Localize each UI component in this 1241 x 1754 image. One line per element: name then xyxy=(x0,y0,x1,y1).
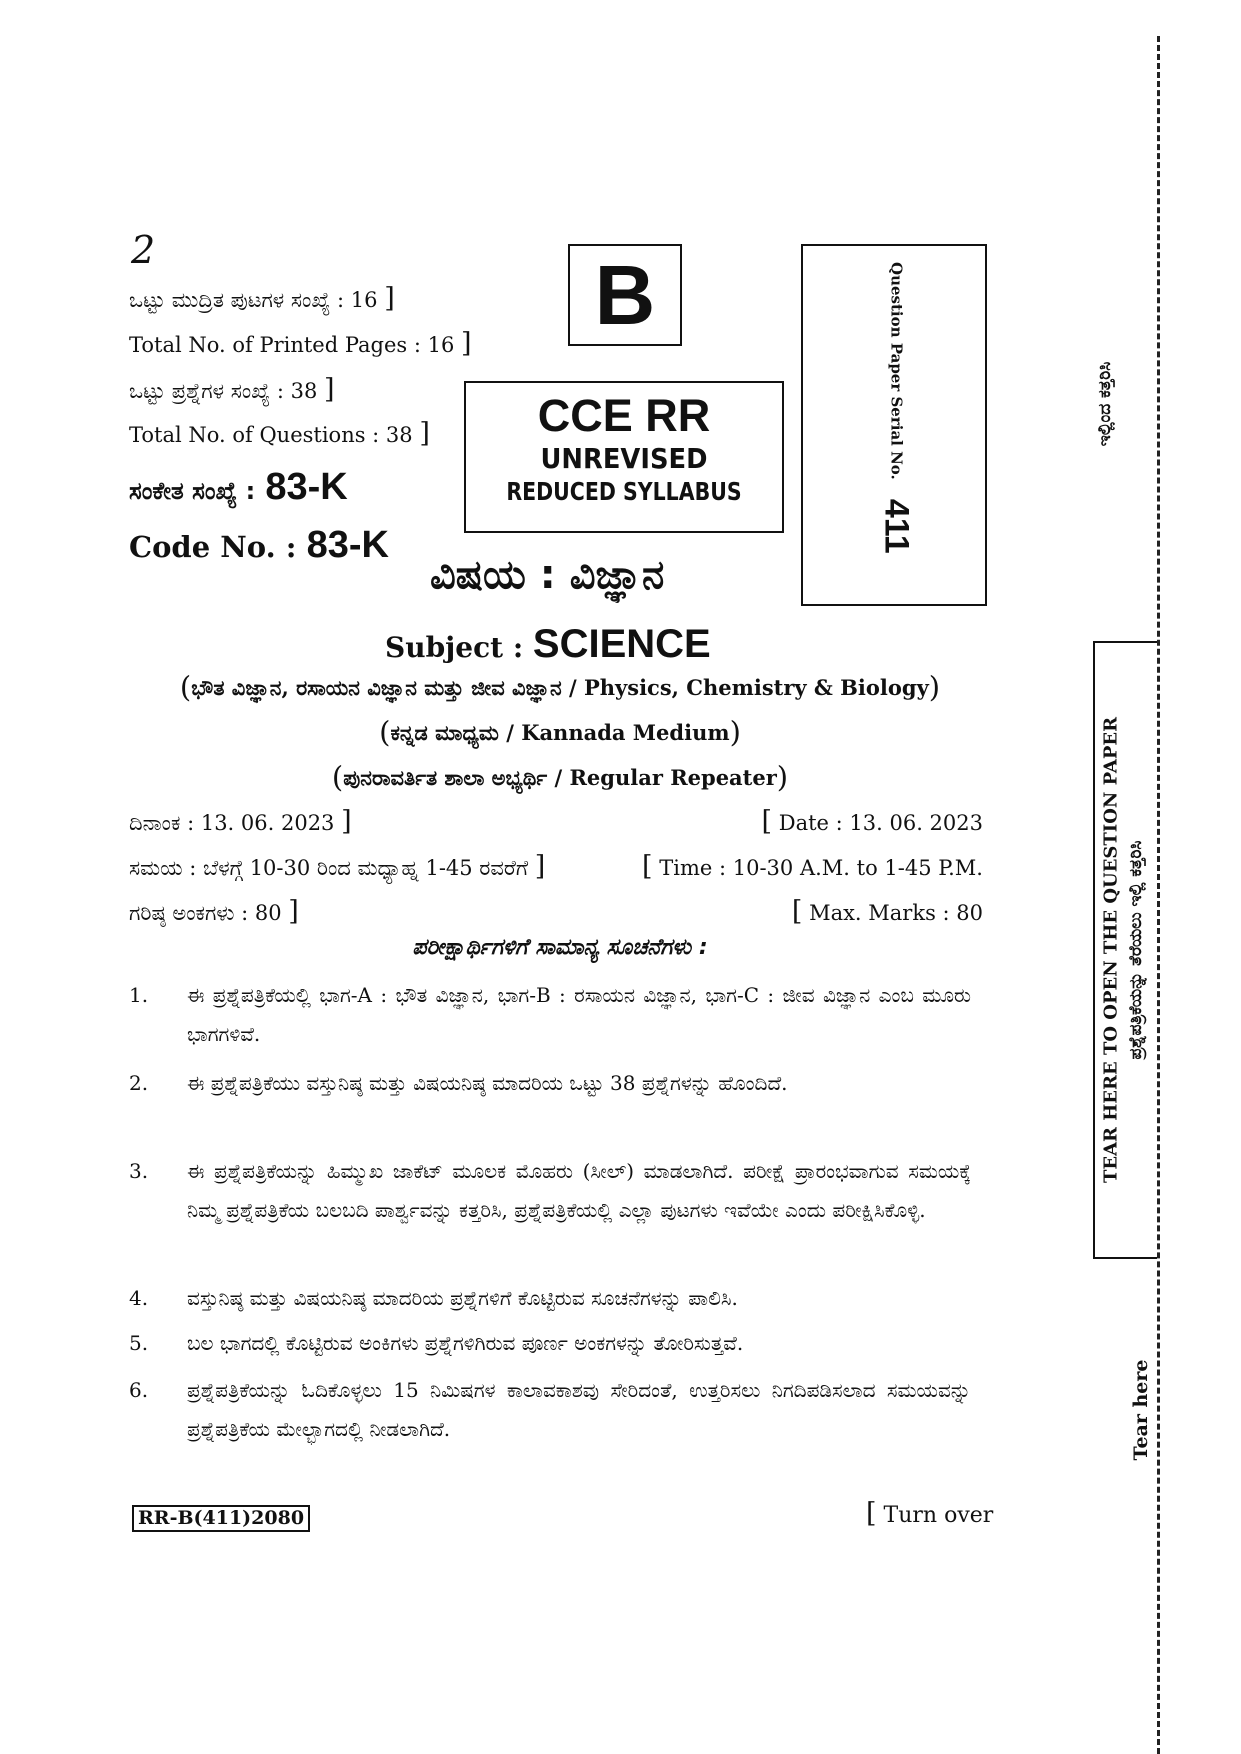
instruction-item xyxy=(129,1371,971,1449)
time-en-text: Time : 10-30 A.M. to 1-45 P.M. xyxy=(659,856,983,880)
serial-number-box xyxy=(801,244,987,606)
instruction-item xyxy=(129,976,971,1054)
footer-paper-code: RR-B(411)2080 xyxy=(132,1505,310,1532)
subject-kannada: ವಿಷಯ : ವಿಜ್ಞಾನ xyxy=(430,552,665,598)
code-en-value: 83-K xyxy=(306,524,389,566)
tear-open-text-en: TEAR HERE TO OPEN THE QUESTION PAPER xyxy=(1100,716,1122,1184)
turn-over-text: Turn over xyxy=(883,1503,994,1528)
instruction-text: ಬಲ ಭಾಗದಲ್ಲಿ ಕೊಟ್ಟಿರುವ ಅಂಕಿಗಳು ಪ್ರಶ್ನೆಗಳಿಗಿರುವ ಪೂರ್ಣ ಅಂಕಗಳನ್ನು ತೋರಿಸುತ್ತವೆ. xyxy=(187,1331,744,1355)
version-letter-box: B xyxy=(568,244,682,346)
code-kn-label: ಸಂಕೇತ ಸಂಖ್ಯೆ : xyxy=(129,477,256,505)
subject-english xyxy=(385,622,711,667)
marks-row xyxy=(129,896,983,927)
code-en-label: Code No. : xyxy=(129,530,297,564)
candidate-type: (ಪುನರಾವರ್ತಿತ ಶಾಲಾ ಅಭ್ಯರ್ಥಿ / Regular Repeater) xyxy=(331,760,789,794)
total-questions-kn-text: ಒಟ್ಟು ಪ್ರಶ್ನೆಗಳ ಸಂಖ್ಯೆ : 38 xyxy=(129,379,318,403)
exam-type-line1: CCE RR xyxy=(537,390,711,441)
serial-value: 411 xyxy=(877,498,916,554)
instruction-text: ಈ ಪ್ರಶ್ನೆಪತ್ರಿಕೆಯು ವಸ್ತುನಿಷ್ಠ ಮತ್ತು ವಿಷಯನಿಷ್ಠ ಮಾದರಿಯ ಒಟ್ಟು 38 ಪ್ರಶ್ನೆಗಳನ್ನು ಹೊಂದಿದೆ. xyxy=(187,1071,788,1095)
instruction-number: 4. xyxy=(129,1286,149,1310)
subject-branches-text: ಭೌತ ವಿಜ್ಞಾನ, ರಸಾಯನ ವಿಜ್ಞಾನ ಮತ್ತು ಜೀವ ವಿಜ್ಞಾನ / Physics, Chemistry & Biology xyxy=(191,675,929,700)
serial-label: Question Paper Serial No. xyxy=(887,262,906,480)
instruction-number: 5. xyxy=(129,1331,149,1355)
subject-en-label: Subject : xyxy=(385,631,524,664)
time-en: [ Time : 10-30 A.M. to 1-45 P.M. xyxy=(642,851,983,882)
total-questions-en: Total No. of Questions : 38 ] xyxy=(129,418,430,449)
code-number-en xyxy=(129,526,389,564)
marks-en-text: Max. Marks : 80 xyxy=(809,901,983,925)
page-number: 2 xyxy=(131,228,156,272)
date-en-text: Date : 13. 06. 2023 xyxy=(778,811,983,835)
turn-over: [ Turn over xyxy=(866,1498,994,1529)
date-row xyxy=(129,806,983,837)
printed-pages-en-text: Total No. of Printed Pages : 16 xyxy=(129,333,455,357)
instruction-text: ವಸ್ತುನಿಷ್ಠ ಮತ್ತು ವಿಷಯನಿಷ್ಠ ಮಾದರಿಯ ಪ್ರಶ್ನೆಗಳಿಗೆ ಕೊಟ್ಟಿರುವ ಸೂಚನೆಗಳನ್ನು ಪಾಲಿಸಿ. xyxy=(187,1286,738,1310)
code-kn-value: 83-K xyxy=(265,466,348,508)
code-number-kn xyxy=(129,468,348,506)
date-kn: ದಿನಾಂಕ : 13. 06. 2023 ] xyxy=(129,806,352,837)
subject-branches: (ಭೌತ ವಿಜ್ಞಾನ, ರಸಾಯನ ವಿಜ್ಞಾನ ಮತ್ತು ಜೀವ ವಿಜ್ಞಾನ / Physics, Chemistry & Biology) xyxy=(179,670,941,704)
tear-line-dashed xyxy=(1157,36,1160,1754)
marks-kn: ಗರಿಷ್ಠ ಅಂಕಗಳು : 80 ] xyxy=(129,896,299,927)
printed-pages-kn: ಒಟ್ಟು ಮುದ್ರಿತ ಪುಟಗಳ ಸಂಖ್ಯೆ : 16 ] xyxy=(129,283,395,314)
instruction-text: ಈ ಪ್ರಶ್ನೆಪತ್ರಿಕೆಯಲ್ಲಿ ಭಾಗ-A : ಭೌತ ವಿಜ್ಞಾನ, ಭಾಗ-B : ರಸಾಯನ ವಿಜ್ಞಾನ, ಭಾಗ-C : ಜೀವ ವಿಜ್ಞಾನ ಎಂಬ ಮೂರು ಭಾಗಗಳಿವೆ. xyxy=(187,983,971,1046)
medium-text: ಕನ್ನಡ ಮಾಧ್ಯಮ / Kannada Medium xyxy=(390,720,730,745)
marks-kn-text: ಗರಿಷ್ಠ ಅಂಕಗಳು : 80 xyxy=(129,901,282,925)
cut-here-text-kn: ಇಲ್ಲಿಂದ ಕತ್ತರಿಸಿ xyxy=(1095,361,1115,447)
time-kn-text: ಸಮಯ : ಬೆಳಗ್ಗೆ 10-30 ರಿಂದ ಮಧ್ಯಾಹ್ನ 1-45 ರವರೆಗೆ xyxy=(129,856,529,880)
total-questions-en-text: Total No. of Questions : 38 xyxy=(129,423,413,447)
printed-pages-en: Total No. of Printed Pages : 16 ] xyxy=(129,328,472,359)
date-en: [ Date : 13. 06. 2023 xyxy=(761,806,983,837)
instruction-text: ಈ ಪ್ರಶ್ನೆಪತ್ರಿಕೆಯನ್ನು ಹಿಮ್ಮುಖ ಜಾಕೆಟ್ ಮೂಲಕ ಮೊಹರು (ಸೀಲ್) ಮಾಡಲಾಗಿದೆ. ಪರೀಕ್ಷೆ ಪ್ರಾರಂಭವಾಗುವ ಸಮಯಕ್ಕೆ ನಿಮ್ಮ ಪ್ರಶ್ನೆಪತ್ರಿಕೆಯ ಬಲಬದಿ ಪಾರ್ಶ್ವವನ್ನು ಕತ್ತರಿಸಿ, ಪ್ರಶ್ನೆಪತ್ರಿಕೆಯಲ್ಲಿ ಎಲ್ಲಾ ಪುಟಗಳು ಇವೆಯೇ ಎಂದು ಪರೀಕ್ಷಿಸಿಕೊಳ್ಳಿ. xyxy=(187,1159,971,1222)
instruction-item xyxy=(129,1279,971,1318)
date-kn-text: ದಿನಾಂಕ : 13. 06. 2023 xyxy=(129,811,335,835)
instruction-number: 3. xyxy=(129,1159,149,1183)
instruction-item xyxy=(129,1324,971,1363)
medium: (ಕನ್ನಡ ಮಾಧ್ಯಮ / Kannada Medium) xyxy=(379,715,741,749)
time-kn: ಸಮಯ : ಬೆಳಗ್ಗೆ 10-30 ರಿಂದ ಮಧ್ಯಾಹ್ನ 1-45 ರವರೆಗೆ ] xyxy=(129,851,546,882)
exam-type-box xyxy=(464,381,784,533)
instruction-number: 2. xyxy=(129,1071,149,1095)
tear-open-text-kn: ಪ್ರಶ್ನೆಪತ್ರಿಕೆಯನ್ನು ತೆರೆಯಲು ಇಲ್ಲಿ ಕತ್ತರಿಸಿ xyxy=(1126,840,1146,1060)
marks-en: [ Max. Marks : 80 xyxy=(791,896,983,927)
instruction-number: 6. xyxy=(129,1378,149,1402)
total-questions-kn: ಒಟ್ಟು ಪ್ರಶ್ನೆಗಳ ಸಂಖ್ಯೆ : 38 ] xyxy=(129,374,335,405)
printed-pages-kn-text: ಒಟ್ಟು ಮುದ್ರಿತ ಪುಟಗಳ ಸಂಖ್ಯೆ : 16 xyxy=(129,288,378,312)
instruction-text: ಪ್ರಶ್ನೆಪತ್ರಿಕೆಯನ್ನು ಓದಿಕೊಳ್ಳಲು 15 ನಿಮಿಷಗಳ ಕಾಲಾವಕಾಶವು ಸೇರಿದಂತೆ, ಉತ್ತರಿಸಲು ನಿಗದಿಪಡಿಸಲಾದ ಸಮಯವನ್ನು ಪ್ರಶ್ನೆಪತ್ರಿಕೆಯ ಮೇಲ್ಭಾಗದಲ್ಲಿ ನೀಡಲಾಗಿದೆ. xyxy=(187,1378,971,1441)
exam-type-line2: UNREVISED xyxy=(540,441,708,475)
exam-type-line3: REDUCED SYLLABUS xyxy=(506,476,742,506)
candidate-type-text: ಪುನರಾವರ್ತಿತ ಶಾಲಾ ಅಭ್ಯರ್ಥಿ / Regular Repeater xyxy=(343,765,777,790)
subject-en-value: SCIENCE xyxy=(532,622,711,666)
time-row xyxy=(129,851,983,882)
instruction-item xyxy=(129,1064,971,1103)
instruction-number: 1. xyxy=(129,983,149,1007)
serial-number-rotated xyxy=(877,262,916,592)
instruction-item xyxy=(129,1152,971,1230)
instructions-title: ಪರೀಕ್ಷಾರ್ಥಿಗಳಿಗೆ ಸಾಮಾನ್ಯ ಸೂಚನೆಗಳು : xyxy=(412,935,708,960)
tear-here-text: Tear here xyxy=(1130,1359,1152,1461)
